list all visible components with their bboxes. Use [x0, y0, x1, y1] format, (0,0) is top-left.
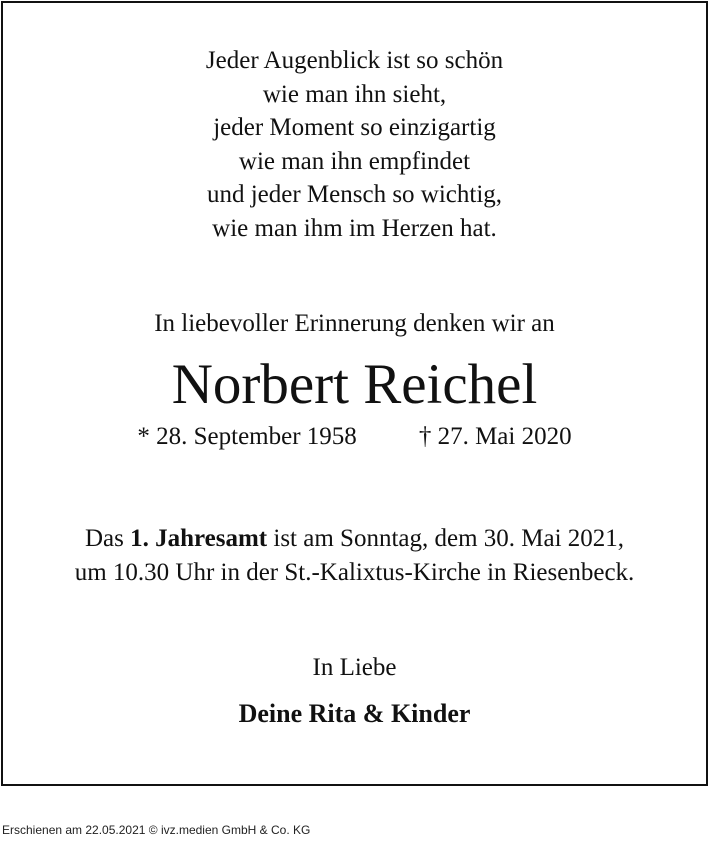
birth-date: * 28. September 1958	[137, 423, 357, 450]
poem-line: Jeder Augenblick ist so schön	[205, 47, 504, 74]
signature: Deine Rita & Kinder	[238, 699, 471, 728]
publication-footer: Erschienen am 22.05.2021 © ivz.medien GmbH & Co. KG	[2, 823, 311, 837]
deceased-name: Norbert Reichel	[171, 353, 538, 416]
service-line-2: um 10.30 Uhr in der St.-Kalixtus-Kirche in Riesenbeck.	[74, 559, 635, 586]
poem-line: jeder Moment so einzigartig	[213, 114, 496, 141]
death-date: † 27. Mai 2020	[418, 423, 572, 450]
poem	[0, 44, 709, 245]
poem-line: und jeder Mensch so wichtig,	[206, 181, 503, 208]
poem-line: wie man ihn empfindet	[238, 147, 471, 175]
service-title: 1. Jahresamt	[130, 525, 268, 552]
life-dates	[0, 422, 709, 452]
poem-line: wie man ihm im Herzen hat.	[212, 214, 497, 242]
remembrance-intro: In liebevoller Erinnerung denken wir an	[154, 310, 555, 337]
poem-line: wie man ihn sieht,	[262, 80, 447, 108]
service-text: Das	[84, 525, 131, 552]
service-text: ist am Sonntag, dem 30. Mai 2021,	[267, 525, 625, 552]
closing-phrase: In Liebe	[312, 654, 397, 681]
service-line-1	[0, 522, 709, 556]
service-announcement	[0, 522, 709, 590]
